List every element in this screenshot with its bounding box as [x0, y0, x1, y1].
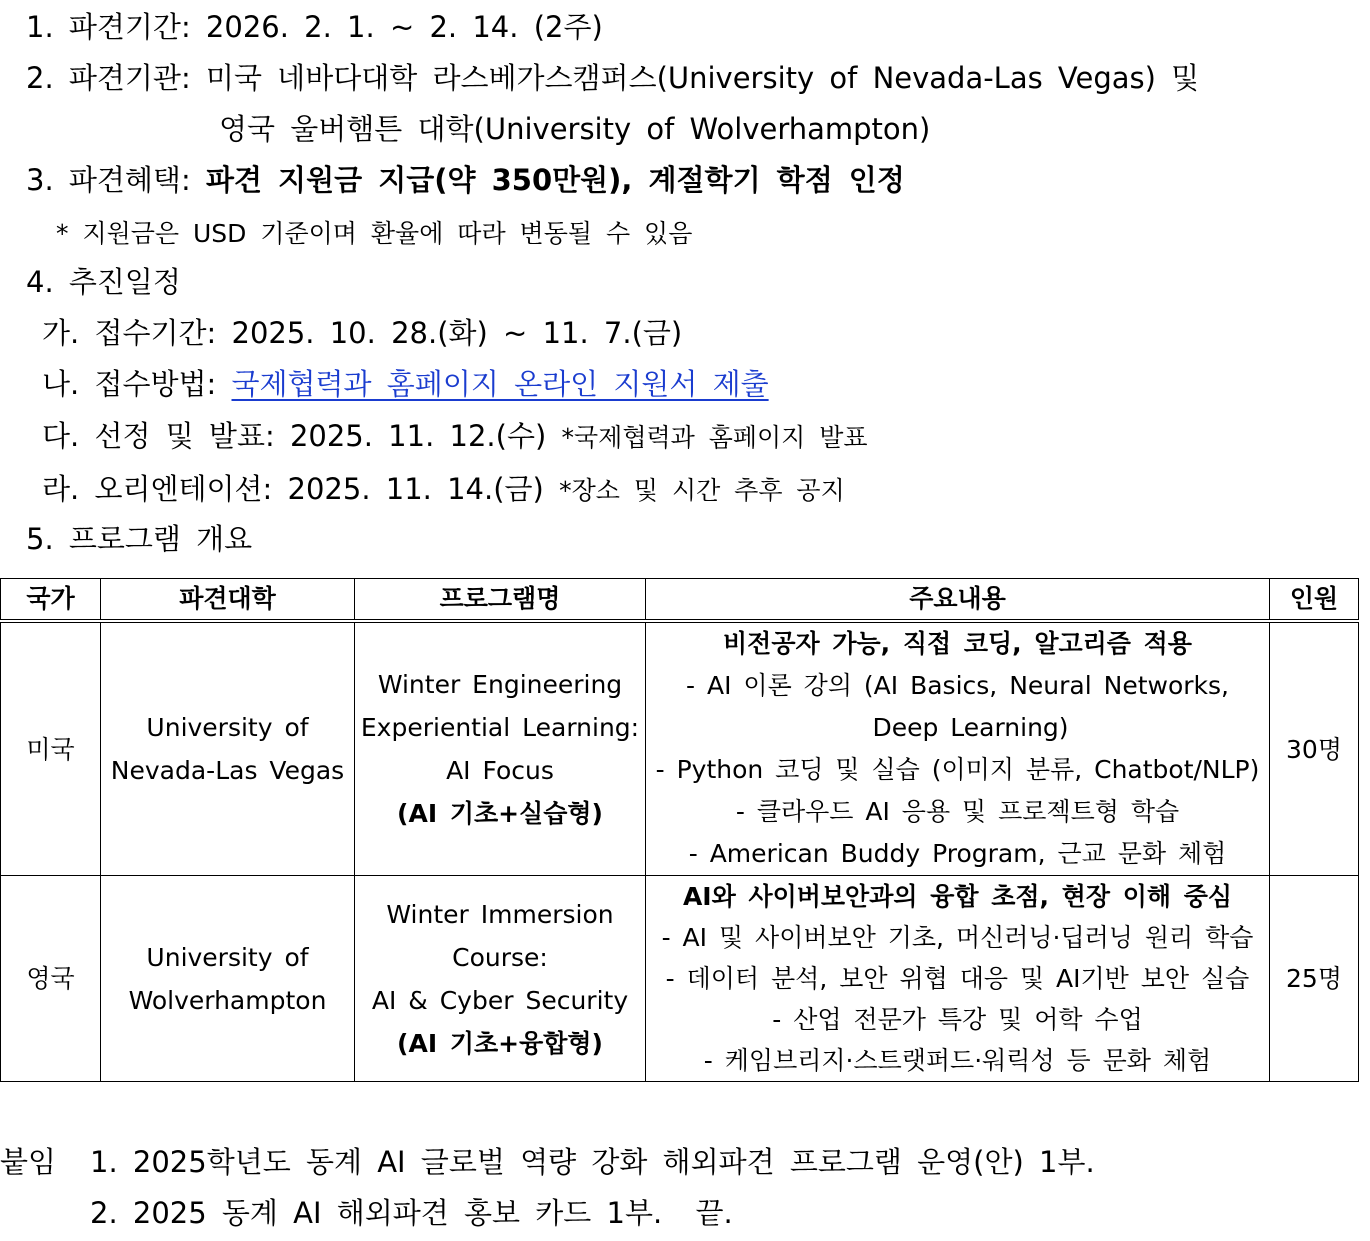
content-item: - AI 이론 강의 (AI Basics, Neural Networks, [686, 671, 1229, 700]
university-line: University of [146, 942, 309, 972]
schedule-c-text: 다. 선정 및 발표: 2025. 11. 12.(수) [42, 419, 547, 453]
content-item: Deep Learning) [872, 713, 1069, 742]
content-item: - 클라우드 AI 응용 및 프로젝트형 학습 [735, 797, 1180, 826]
attach-item-2 [90, 1196, 733, 1230]
row-count: 30명 [1270, 621, 1359, 876]
university-line: University of [146, 713, 309, 742]
institution-line-1: 2. 파견기관: 미국 네바다대학 라스베가스캠퍼스(University of Nevada-Las Vegas) 및 [26, 61, 1200, 95]
university-line: Nevada-Las Vegas [110, 756, 345, 785]
content-item: - 데이터 분석, 보안 위협 대응 및 AI기반 보안 실습 [665, 964, 1250, 993]
header-content: 주요내용 [646, 579, 1270, 622]
row-country: 미국 [1, 621, 101, 876]
content-headline: AI와 사이버보안과의 융합 초점, 현장 이해 중심 [682, 882, 1233, 911]
header-count: 인원 [1270, 579, 1359, 622]
program-type: (AI 기초+융합형) [397, 1028, 603, 1058]
attach-item-2-text: 2. 2025 동계 AI 해외파견 홍보 카드 1부. [90, 1196, 663, 1230]
program-title: 5. 프로그램 개요 [26, 522, 253, 556]
program-table [0, 578, 1359, 1082]
benefit-value: 파견 지원금 지급(약 350만원), 계절학기 학점 인정 [205, 163, 905, 197]
schedule-d [42, 472, 845, 506]
content-item: - Python 코딩 및 실습 (이미지 분류, Chatbot/NLP) [655, 755, 1260, 784]
schedule-b-label: 나. 접수방법: [42, 367, 232, 401]
program-line: Experiential Learning: [360, 713, 640, 742]
university-line: Wolverhampton [128, 985, 327, 1015]
attach-label: 붙임 [0, 1145, 57, 1179]
schedule-d-text: 라. 오리엔테이션: 2025. 11. 14.(금) [42, 472, 544, 506]
benefit-line [26, 163, 905, 197]
row-country: 영국 [1, 876, 101, 1082]
period-line: 1. 파견기간: 2026. 2. 1. ~ 2. 14. (2주) [26, 10, 603, 44]
end-mark: 끝. [695, 1196, 733, 1230]
schedule-d-note: *장소 및 시간 추후 공지 [559, 476, 845, 505]
content-item: - 산업 전문가 특강 및 어학 수업 [772, 1005, 1143, 1034]
benefit-label: 3. 파견혜택: [26, 163, 206, 197]
content-item: - AI 및 사이버보안 기초, 머신러닝·딥러닝 원리 학습 [661, 923, 1254, 952]
row-program [355, 621, 646, 876]
header-country: 국가 [1, 579, 101, 622]
institution-line-2: 영국 울버햄튼 대학(University of Wolverhampton) [219, 112, 931, 146]
table-row [1, 621, 1359, 876]
schedule-c-note: *국제협력과 홈페이지 발표 [561, 423, 868, 452]
content-item: - American Buddy Program, 근교 문화 체험 [688, 839, 1227, 868]
table-row [1, 876, 1359, 1082]
attach-item-1: 1. 2025학년도 동계 AI 글로벌 역량 강화 해외파견 프로그램 운영(안) 1부. [90, 1145, 1095, 1179]
row-content [646, 621, 1270, 876]
schedule-a: 가. 접수기간: 2025. 10. 28.(화) ~ 11. 7.(금) [42, 316, 683, 350]
row-university [101, 621, 355, 876]
header-university: 파견대학 [101, 579, 355, 622]
program-line: AI & Cyber Security [371, 985, 629, 1015]
content-headline: 비전공자 가능, 직접 코딩, 알고리즘 적용 [723, 629, 1192, 658]
schedule-b [42, 367, 769, 401]
row-university [101, 876, 355, 1082]
header-program: 프로그램명 [355, 579, 646, 622]
table-header-row [1, 579, 1359, 622]
program-type: (AI 기초+실습형) [397, 799, 603, 828]
program-line: AI Focus [446, 756, 554, 785]
benefit-note: * 지원금은 USD 기준이며 환율에 따라 변동될 수 있음 [56, 219, 693, 248]
row-count: 25명 [1270, 876, 1359, 1082]
apply-link[interactable]: 국제협력과 홈페이지 온라인 지원서 제출 [231, 367, 769, 401]
content-item: - 케임브리지·스트랫퍼드·워릭성 등 문화 체험 [703, 1046, 1212, 1075]
program-line: Winter Immersion [386, 899, 614, 929]
program-line: Course: [452, 942, 548, 972]
schedule-c [42, 419, 868, 453]
row-program [355, 876, 646, 1082]
program-line: Winter Engineering [377, 670, 623, 699]
schedule-title: 4. 추진일정 [26, 265, 181, 299]
row-content [646, 876, 1270, 1082]
